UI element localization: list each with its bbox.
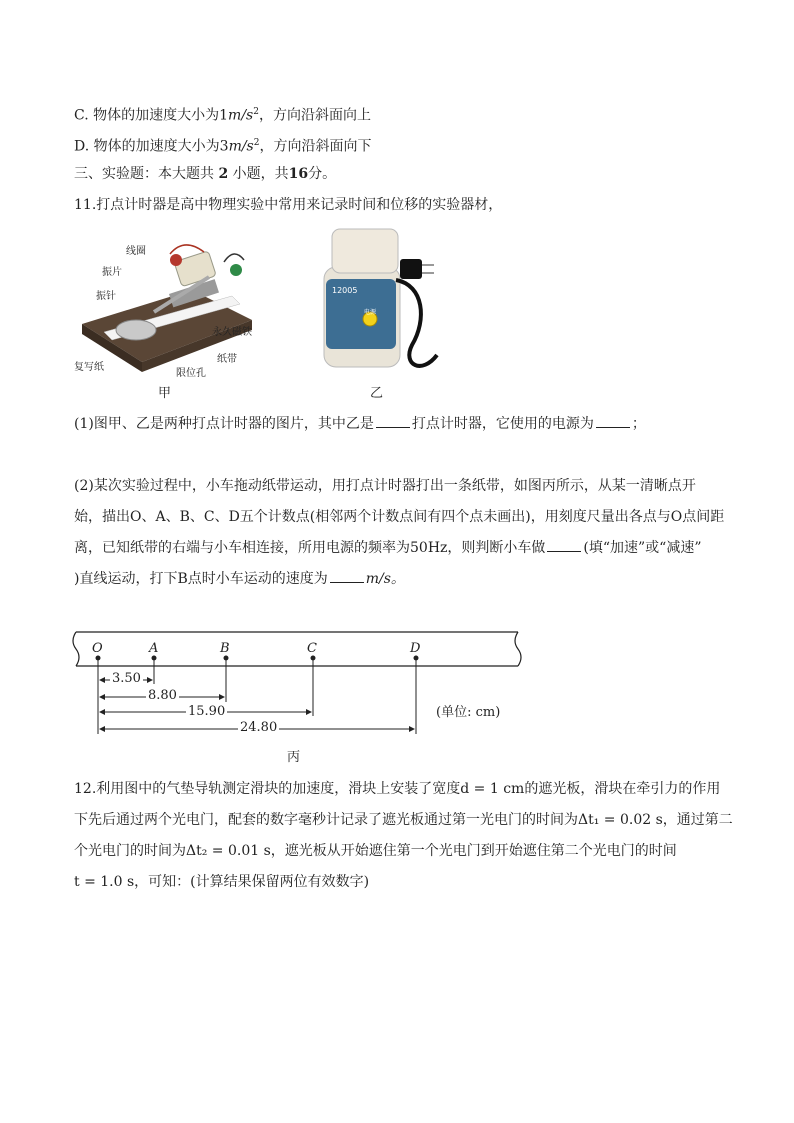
option-d-exp: 2 — [253, 138, 260, 148]
section-text-3: 分。 — [308, 166, 337, 182]
label-magnet: 永久磁铁 — [212, 327, 252, 338]
power-button-label: 电源 — [364, 309, 377, 316]
distance-ob: 8.80 — [148, 688, 177, 703]
q11-part1-text-b: 打点计时器，它使用的电源为 — [411, 416, 594, 432]
point-c: C — [307, 641, 317, 656]
label-carbon-paper: 复写纸 — [74, 362, 104, 373]
option-d — [74, 133, 371, 157]
figure-jia — [74, 232, 264, 382]
caption-jia: 甲 — [158, 386, 172, 401]
option-d-text: D. 物体的加速度大小为 — [74, 138, 220, 155]
section-header — [74, 164, 336, 184]
q11-part2-line4 — [74, 569, 405, 589]
q11-part1-text-c: ； — [631, 416, 646, 432]
point-a: A — [149, 641, 159, 656]
option-d-value: 3 — [219, 138, 229, 155]
caption-bing: 丙 — [287, 750, 301, 765]
option-c — [74, 102, 371, 126]
option-c-exp: 2 — [253, 107, 259, 117]
distance-oc: 15.90 — [188, 704, 226, 719]
q12-line1: 12.利用图中的气垫导轨测定滑块的加速度，滑块上安装了宽度d = 1 cm的遮光板，滑块在牵引力的作用 — [74, 781, 721, 797]
q11-part2-line3-b: (填“加速”或“减速” — [583, 540, 702, 556]
caption-yi: 乙 — [370, 386, 384, 401]
q12-line4: t = 1.0 s，可知：(计算结果保留两位有效数字) — [74, 874, 370, 890]
section-score: 16 — [288, 166, 309, 182]
answer-blank-4[interactable] — [330, 569, 364, 583]
option-c-unit: m/s — [228, 107, 254, 124]
label-limit-hole: 限位孔 — [176, 368, 206, 379]
label-coil: 线圈 — [126, 246, 146, 257]
answer-blank-3[interactable] — [547, 538, 581, 552]
q12-line2: 下先后通过两个光电门，配套的数字毫秒计记录了遮光板通过第一光电门的时间为Δt₁ = 0.02 s，通过第二 — [74, 812, 733, 828]
option-c-text: C. 物体的加速度大小为 — [74, 107, 220, 124]
option-d-suffix: ，方向沿斜面向下 — [259, 138, 372, 155]
point-d: D — [410, 641, 421, 656]
q11-part1-text-a: (1)图甲、乙是两种打点计时器的图片，其中乙是 — [74, 416, 374, 432]
point-b: B — [220, 641, 230, 656]
q12-line3: 个光电门的时间为Δt₂ = 0.01 s，遮光板从开始遮住第一个光电门到开始遮住第二个光电门的时间 — [74, 843, 677, 859]
device-label: 12005 — [332, 286, 358, 295]
q11-part1 — [74, 414, 646, 434]
answer-blank-1[interactable] — [376, 414, 410, 428]
q11-part2-line2: 始，描出O、A、B、C、D五个计数点(相邻两个计数点间有四个点未画出)，用刻度尺量出各点与O点间距 — [74, 509, 725, 525]
figure-yi — [312, 225, 442, 380]
q11-options — [74, 445, 362, 465]
q11-part2-line4-a: )直线运动，打下B点时小车运动的速度为 — [74, 571, 328, 587]
distance-oa: 3.50 — [112, 671, 141, 686]
option-c-suffix: ，方向沿斜面向上 — [258, 107, 371, 124]
label-tape: 纸带 — [217, 354, 237, 365]
section-count: 2 — [218, 166, 229, 182]
answer-blank-2[interactable] — [596, 414, 630, 428]
option-c-value: 1 — [219, 107, 229, 124]
unit-note: (单位: cm) — [436, 705, 501, 720]
label-vibrating-plate: 振片 — [102, 267, 122, 278]
figure-bing — [70, 626, 530, 746]
q11-part2-line4-b: m/s。 — [365, 571, 405, 587]
section-text-1: 三、实验题：本大题共 — [74, 166, 219, 182]
timer-yi-image — [312, 225, 442, 380]
q11-part2-line3-a: 离，已知纸带的右端与小车相连接，所用电源的频率为50Hz，则判断小车做 — [74, 540, 546, 556]
option-d-unit: m/s — [228, 138, 254, 155]
distance-od: 24.80 — [240, 720, 278, 735]
point-o: O — [92, 641, 103, 656]
q11-intro: 11.打点计时器是高中物理实验中常用来记录时间和位移的实验器材， — [74, 197, 503, 213]
q11-part2-line1: (2)某次实验过程中，小车拖动纸带运动，用打点计时器打出一条纸带，如图丙所示，从某一清晰点开 — [74, 478, 696, 494]
q11-part2-line3 — [74, 538, 702, 558]
section-text-2: 小题，共 — [228, 166, 289, 182]
label-needle: 振针 — [96, 291, 116, 302]
